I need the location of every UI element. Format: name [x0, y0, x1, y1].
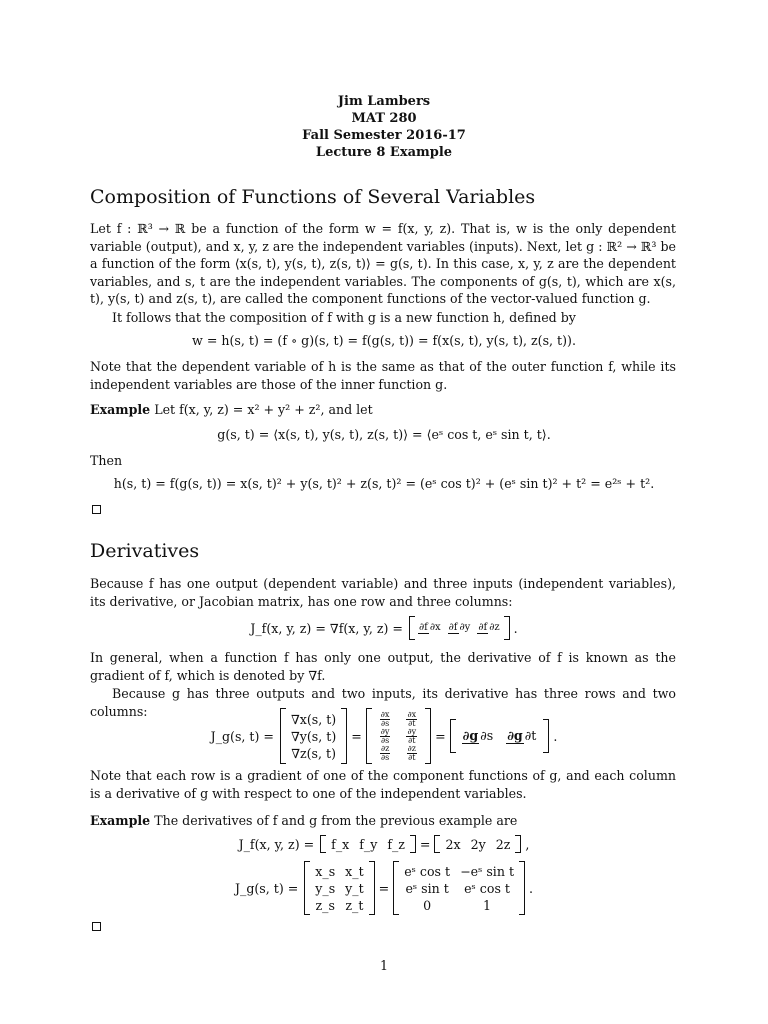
partial-t: ∂t [524, 728, 537, 743]
example-text: The derivatives of f and g from the previous example are [154, 813, 518, 828]
jg-value-matrix [399, 863, 519, 914]
partial-y: ∂y [380, 726, 390, 736]
equation-g-definition: g(s, t) = ⟨x(s, t), y(s, t), z(s, t)⟩ = ⟨eˢ cos t, eˢ sin t, t⟩. [217, 427, 551, 442]
xt-value: −eˢ sin t [460, 863, 515, 879]
grad-x: ∇x(s, t) [290, 711, 337, 727]
lecture-title: Lecture 8 Example [315, 145, 453, 160]
then-label: Then [90, 453, 123, 468]
paragraph-jacobian: Because f has one output (dependent variable) and three inputs (independent variables), its derivative, or Jacobian matrix, has one row and three columns: [90, 576, 676, 609]
partial-z: ∂z [380, 743, 390, 753]
partial-s: ∂s [381, 735, 390, 745]
example-2 [90, 812, 676, 830]
jg-lhs: J_g(s, t) = [210, 728, 274, 744]
jf-lhs: J_f(x, y, z) = ∇f(x, y, z) = [250, 620, 403, 636]
jf-value-row [440, 836, 515, 853]
jg-ex-lhs: J_g(s, t) = [234, 880, 299, 896]
zt: z_t [345, 897, 364, 913]
equation-jacobian-g: J_g(s, t) = ∇x(s, t) ∇y(s, t) ∇z(s, t) = $\frac{\partial x}{\partial s}$ $\frac{\partial x}{\partial t}$ $\frac{\partial y}{\partial s}$ $\frac{\partial y}{\partial t}$ $\frac{\partial z}{\partial s}$ $\frac{\partial z}{\partial t}$ = ∂g ∂s ∂g ∂t . [0, 705, 768, 767]
ys: y_s [315, 880, 336, 896]
author: Jim Lambers [337, 94, 431, 109]
paragraph-g-jacobian: Because g has three outputs and two inputs, its derivative has three rows and two columns: [90, 686, 676, 719]
zs-value: 0 [423, 897, 432, 913]
qed-box [92, 505, 101, 514]
section-title-composition: Composition of Functions of Several Variables [90, 186, 536, 208]
grad-y: ∇y(s, t) [290, 728, 337, 744]
example-text: Let f(x, y, z) = x² + y² + z², and let [154, 402, 373, 417]
yt: y_t [345, 880, 364, 896]
jg-symbol-matrix [310, 863, 368, 914]
partial-t: ∂t [408, 718, 416, 728]
paragraph-row-column-note: Note that each row is a gradient of one of the component functions of g, and each column is a derivative of g with respect to one of the independent variables. [90, 768, 676, 801]
partial-f: ∂f [418, 621, 428, 633]
left-bracket [409, 616, 415, 640]
partial-s: ∂s [480, 728, 494, 743]
fz: f_z [387, 836, 405, 852]
yt-value: eˢ cos t [464, 880, 510, 896]
xs: x_s [315, 863, 336, 879]
partial-y: ∂y [459, 622, 471, 633]
grad-z: ∇z(s, t) [291, 745, 336, 761]
partial-t: ∂t [408, 735, 416, 745]
paragraph-note: Note that the dependent variable of h is the same as that of the outer function f, while its independent variables are those of the inner function g. [90, 359, 676, 392]
partial-t: ∂t [408, 752, 416, 762]
gradient-column [286, 711, 341, 762]
paragraph-composition: It follows that the composition of f with g is a new function h, defined by [112, 310, 576, 325]
example-1 [90, 401, 676, 419]
jf-symbol-row [326, 836, 410, 853]
equation-jg-example: J_g(s, t) = x_s x_t y_s y_t z_s z_t = eˢ cos t −eˢ sin t eˢ sin t eˢ cos t 0 1 . [0, 860, 768, 916]
xt: x_t [345, 863, 364, 879]
partial-z: ∂z [407, 743, 416, 753]
left-bracket [450, 719, 456, 753]
paragraph-intro: Let f : ℝ³ → ℝ be a function of the form w = f(x, y, z). That is, w is the only dependent variable (output), and x, y, z are the independent variables (inputs). Next, let g : ℝ² → ℝ³ be a function of the form ⟨x(s, t), y(s, t), z(s, t)⟩ = g(s, t). In this case, x, y, z are the dependent variables, and s, t are the independent variables. The components of g(s, t), which are x(s, t), y(s, t) and z(s, t), are called the component functions of the vector-valued function g. [90, 221, 676, 307]
example-label: Example [90, 813, 151, 828]
partial-f: ∂f [448, 621, 458, 633]
equation-jf-example: J_f(x, y, z) = f_x f_y f_z = 2x 2y 2z , [238, 836, 530, 852]
course: MAT 280 [351, 111, 417, 126]
example-label: Example [90, 402, 151, 417]
fy: f_y [359, 836, 378, 852]
semester: Fall Semester 2016-17 [302, 128, 466, 143]
fz-value: 2z [495, 836, 511, 852]
section-title-derivatives: Derivatives [90, 540, 200, 562]
fy-value: 2y [470, 836, 486, 852]
equation-composition: w = h(s, t) = (f ∘ g)(s, t) = f(g(s, t)) = f(x(s, t), y(s, t), z(s, t)). [192, 333, 576, 348]
equation-jacobian-f: J_f(x, y, z) = ∇f(x, y, z) = ∂f ∂x ∂f ∂y ∂f ∂z . [0, 615, 768, 641]
fx: f_x [331, 836, 350, 852]
partial-x: ∂x [429, 622, 441, 633]
zs: z_s [315, 897, 335, 913]
partial-g: ∂g [507, 727, 523, 743]
page-number: 1 [379, 958, 388, 973]
partial-s: ∂s [380, 752, 390, 762]
zt-value: 1 [483, 897, 492, 913]
partial-f: ∂f [478, 621, 488, 633]
fx-value: 2x [445, 836, 461, 852]
partial-x: ∂x [380, 709, 390, 719]
jf-ex-lhs: J_f(x, y, z) = [238, 836, 315, 852]
partials-matrix [372, 711, 425, 762]
equation-h: h(s, t) = f(g(s, t)) = x(s, t)² + y(s, t)² + z(s, t)² = (eˢ cos t)² + (eˢ sin t)² + t² = e²ˢ + t². [113, 476, 655, 491]
ys-value: eˢ sin t [405, 880, 449, 896]
paragraph-gradient: In general, when a function f has only one output, the derivative of f is known as the gradient of f, which is denoted by ∇f. [90, 650, 676, 683]
xs-value: eˢ cos t [404, 863, 451, 879]
partial-y: ∂y [407, 726, 417, 736]
partial-s: ∂s [381, 718, 390, 728]
partial-x: ∂x [407, 709, 417, 719]
qed-box [92, 922, 101, 931]
partial-z: ∂z [489, 622, 500, 633]
partial-g: ∂g [462, 727, 479, 743]
